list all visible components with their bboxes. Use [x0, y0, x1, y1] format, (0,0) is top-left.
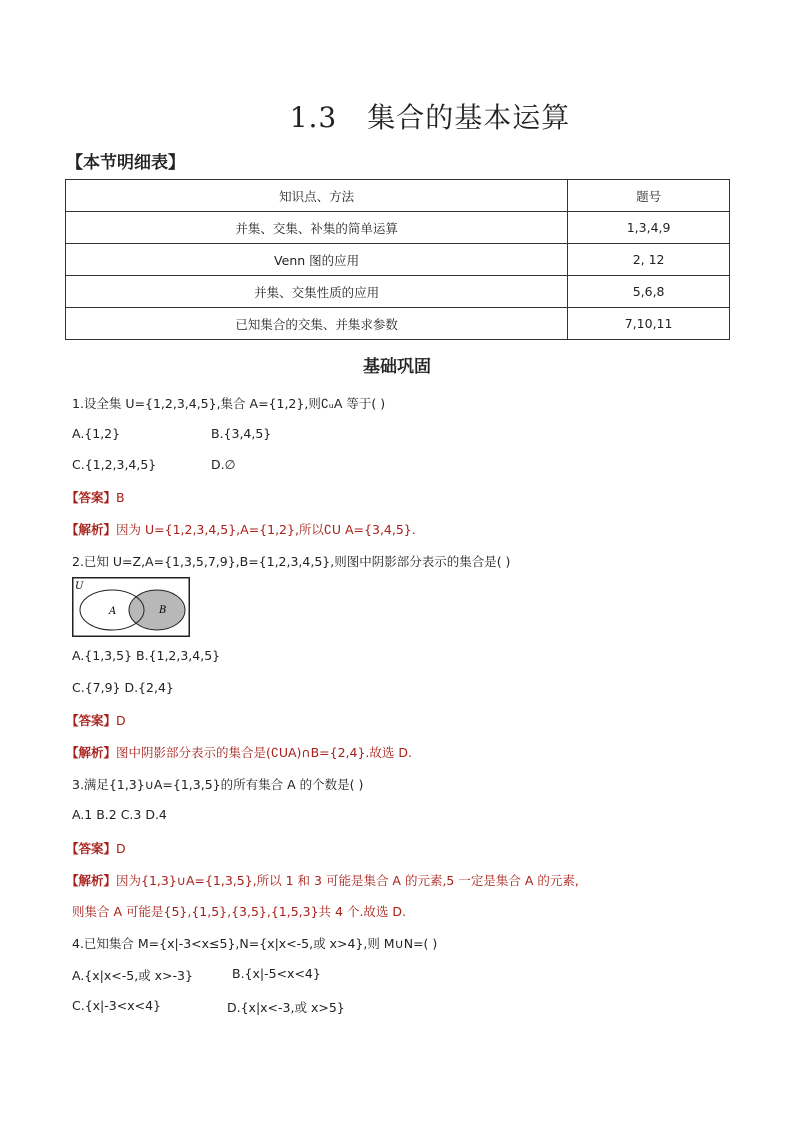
table-cell: 7,10,11 [568, 308, 730, 340]
analysis-line [66, 871, 579, 889]
option-b: B.{3,4,5} [211, 426, 272, 441]
table-cell: 1,3,4,9 [568, 212, 730, 244]
set-b-label: B [159, 605, 167, 616]
answer-label: 【答案】 [66, 841, 117, 856]
option-c: C.{x|-3<x<4} [72, 998, 161, 1013]
set-b-circle [129, 590, 185, 630]
table-cell: 2, 12 [568, 244, 730, 276]
question-1-stem: 1.设全集 U={1,2,3,4,5},集合 A={1,2},则∁ᵤA 等于( ) [72, 396, 386, 411]
option-b: B.{x|-5<x<4} [232, 966, 321, 981]
analysis-label: 【解析】 [66, 873, 117, 888]
title-text: 集合的基本运算 [367, 101, 571, 134]
option-c: C.{1,2,3,4,5} [72, 457, 157, 472]
question-1-options-row-1 [72, 426, 272, 441]
question-4-options-row-1 [72, 966, 321, 984]
answer-label: 【答案】 [66, 713, 117, 728]
question-1-options-row-2 [72, 457, 236, 472]
table-row [66, 276, 730, 308]
analysis-text: 因为 U={1,2,3,4,5},A={1,2},所以∁U A={3,4,5}. [116, 522, 416, 537]
question-2-options-row-1: A.{1,3,5} B.{1,2,3,4,5} [72, 648, 221, 663]
table-cell: 已知集合的交集、并集求参数 [66, 308, 568, 340]
answer-value: B [116, 490, 125, 505]
table-cell: 5,6,8 [568, 276, 730, 308]
table-cell: 并集、交集、补集的简单运算 [66, 212, 568, 244]
analysis-line [66, 743, 412, 761]
table-row [66, 244, 730, 276]
option-a: A.{x|x<-5,或 x>-3} [72, 968, 193, 983]
universal-set-label: U [75, 581, 84, 592]
page-title [0, 96, 794, 136]
question-3-options: A.1 B.2 C.3 D.4 [72, 807, 167, 822]
table-header-cell: 知识点、方法 [66, 180, 568, 212]
answer-line [66, 711, 126, 729]
option-d: D.{x|x<-3,或 x>5} [227, 1000, 345, 1015]
question-2-options-row-2: C.{7,9} D.{2,4} [72, 680, 174, 695]
question-2-stem: 2.已知 U=Z,A={1,3,5,7,9},B={1,2,3,4,5},则图中阴影部分表示的集合是( ) [72, 554, 511, 569]
answer-value: D [116, 841, 126, 856]
table-row [66, 308, 730, 340]
answer-line [66, 488, 125, 506]
title-number: 1.3 [289, 101, 338, 134]
question-4-stem: 4.已知集合 M={x|-3<x≤5},N={x|x<-5,或 x>4},则 M∪N=( ) [72, 936, 438, 951]
section-heading: 基础巩固 [363, 357, 431, 377]
analysis-label: 【解析】 [66, 522, 117, 537]
answer-value: D [116, 713, 126, 728]
analysis-label: 【解析】 [66, 745, 117, 760]
table-header-cell: 题号 [568, 180, 730, 212]
answer-label: 【答案】 [66, 490, 117, 505]
question-4-options-row-2 [72, 998, 345, 1015]
venn-diagram [72, 577, 190, 637]
option-a: A.{1,2} [72, 426, 121, 441]
detail-table [65, 179, 730, 340]
section-label: 【本节明细表】 [66, 153, 185, 173]
answer-line [66, 839, 126, 857]
analysis-text: 图中阴影部分表示的集合是(∁UA)∩B={2,4}.故选 D. [116, 745, 412, 760]
table-cell: 并集、交集性质的应用 [66, 276, 568, 308]
analysis-continuation: 则集合 A 可能是{5},{1,5},{3,5},{1,5,3}共 4 个.故选 D. [72, 904, 407, 919]
table-row [66, 212, 730, 244]
option-d: D.∅ [211, 457, 236, 472]
question-3-stem: 3.满足{1,3}∪A={1,3,5}的所有集合 A 的个数是( ) [72, 777, 364, 792]
table-cell: Venn 图的应用 [66, 244, 568, 276]
analysis-text: 因为{1,3}∪A={1,3,5},所以 1 和 3 可能是集合 A 的元素,5 一定是集合 A 的元素, [116, 873, 579, 888]
set-a-label: A [109, 606, 117, 617]
analysis-line [66, 520, 416, 538]
table-header-row [66, 180, 730, 212]
